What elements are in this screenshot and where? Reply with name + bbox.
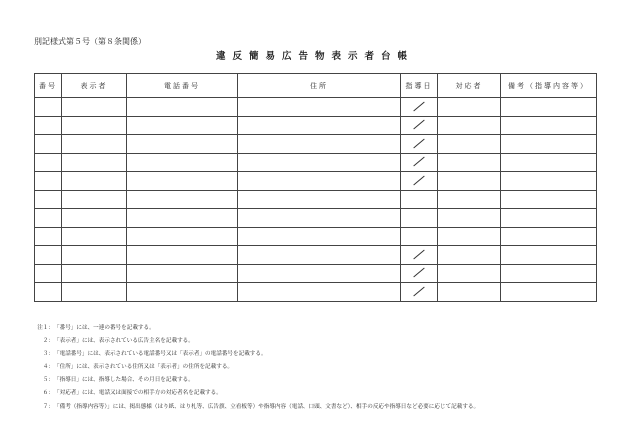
phone-cell[interactable] bbox=[127, 264, 238, 283]
number-cell[interactable] bbox=[35, 209, 62, 228]
displayer-cell[interactable] bbox=[62, 135, 127, 154]
guidance-date-cell[interactable] bbox=[401, 190, 438, 209]
note-text: 「番号」には、一連の番号を記載する。 bbox=[54, 325, 155, 331]
phone-cell[interactable] bbox=[127, 135, 238, 154]
remarks-cell[interactable] bbox=[501, 209, 597, 228]
number-cell[interactable] bbox=[35, 283, 62, 302]
remarks-cell[interactable] bbox=[501, 264, 597, 283]
date-slash bbox=[413, 175, 424, 185]
column-header-remarks: 備考（指導内容等） bbox=[501, 74, 597, 98]
note-text: 「備考（指導内容等）」には、掲出態様（はり紙、はり札等、広告旗、立看板等）や指導内容（電話、口頭、文書など）、相手の反応や指導日など必要に応じて記載する。 bbox=[54, 403, 480, 410]
address-cell[interactable] bbox=[238, 153, 401, 172]
address-cell[interactable] bbox=[238, 98, 401, 117]
guidance-date-cell[interactable] bbox=[401, 172, 438, 191]
phone-cell[interactable] bbox=[127, 283, 238, 302]
number-cell[interactable] bbox=[35, 264, 62, 283]
remarks-cell[interactable] bbox=[501, 283, 597, 302]
column-header-address: 住所 bbox=[238, 74, 401, 98]
phone-cell[interactable] bbox=[127, 209, 238, 228]
table-row bbox=[35, 209, 597, 228]
table-row bbox=[35, 116, 597, 135]
address-cell[interactable] bbox=[238, 264, 401, 283]
date-slash bbox=[413, 268, 424, 278]
guidance-date-cell[interactable] bbox=[401, 135, 438, 154]
phone-cell[interactable] bbox=[127, 246, 238, 265]
note-item bbox=[34, 374, 604, 387]
displayer-cell[interactable] bbox=[62, 172, 127, 191]
address-cell[interactable] bbox=[238, 209, 401, 228]
guidance-date-cell[interactable] bbox=[401, 153, 438, 172]
respondent-cell[interactable] bbox=[438, 209, 501, 228]
respondent-cell[interactable] bbox=[438, 172, 501, 191]
column-header-displayer: 表示者 bbox=[62, 74, 127, 98]
note-item bbox=[34, 401, 604, 414]
column-header-phone: 電話番号 bbox=[127, 74, 238, 98]
note-item bbox=[34, 348, 604, 361]
guidance-date-cell[interactable] bbox=[401, 116, 438, 135]
address-cell[interactable] bbox=[238, 246, 401, 265]
remarks-cell[interactable] bbox=[501, 153, 597, 172]
remarks-cell[interactable] bbox=[501, 227, 597, 246]
displayer-cell[interactable] bbox=[62, 190, 127, 209]
address-cell[interactable] bbox=[238, 135, 401, 154]
remarks-cell[interactable] bbox=[501, 135, 597, 154]
phone-cell[interactable] bbox=[127, 116, 238, 135]
notes bbox=[34, 322, 604, 414]
guidance-date-cell[interactable] bbox=[401, 283, 438, 302]
remarks-cell[interactable] bbox=[501, 190, 597, 209]
phone-cell[interactable] bbox=[127, 153, 238, 172]
respondent-cell[interactable] bbox=[438, 116, 501, 135]
phone-cell[interactable] bbox=[127, 98, 238, 117]
respondent-cell[interactable] bbox=[438, 246, 501, 265]
note-item bbox=[34, 361, 604, 374]
note-number: ５： bbox=[42, 377, 54, 384]
number-cell[interactable] bbox=[35, 227, 62, 246]
date-slash bbox=[413, 138, 424, 148]
ledger-title: 違反簡易広告物表示者台帳 bbox=[215, 51, 414, 62]
respondent-cell[interactable] bbox=[438, 153, 501, 172]
note-item bbox=[34, 322, 604, 335]
guidance-date-cell[interactable] bbox=[401, 246, 438, 265]
displayer-cell[interactable] bbox=[62, 116, 127, 135]
displayer-cell[interactable] bbox=[62, 98, 127, 117]
displayer-cell[interactable] bbox=[62, 246, 127, 265]
guidance-date-cell[interactable] bbox=[401, 264, 438, 283]
respondent-cell[interactable] bbox=[438, 135, 501, 154]
note-number: ２： bbox=[42, 338, 54, 345]
column-header-respondent: 対応者 bbox=[438, 74, 501, 98]
header-row bbox=[35, 74, 597, 98]
table-row bbox=[35, 153, 597, 172]
date-slash bbox=[413, 101, 424, 111]
number-cell[interactable] bbox=[35, 190, 62, 209]
phone-cell[interactable] bbox=[127, 190, 238, 209]
note-text: 「指導日」には、指導した場合、その月日を記載する。 bbox=[54, 377, 194, 384]
phone-cell[interactable] bbox=[127, 227, 238, 246]
ledger-body bbox=[35, 98, 597, 302]
table-row bbox=[35, 246, 597, 265]
note-number: ６： bbox=[42, 390, 54, 397]
form-number: 別記様式第５号（第８条関係） bbox=[34, 37, 146, 46]
note-text: 「表示者」には、表示されている広告主名を記載する。 bbox=[54, 338, 194, 345]
number-cell[interactable] bbox=[35, 246, 62, 265]
address-cell[interactable] bbox=[238, 116, 401, 135]
note-text: 「電話番号」には、表示されている電話番号又は「表示者」の電話番号を記載する。 bbox=[54, 351, 267, 358]
respondent-cell[interactable] bbox=[438, 190, 501, 209]
table-row bbox=[35, 172, 597, 191]
displayer-cell[interactable] bbox=[62, 283, 127, 302]
note-number: 注１： bbox=[37, 325, 54, 331]
table-row bbox=[35, 98, 597, 117]
displayer-cell[interactable] bbox=[62, 264, 127, 283]
table-row bbox=[35, 227, 597, 246]
displayer-cell[interactable] bbox=[62, 209, 127, 228]
guidance-date-cell[interactable] bbox=[401, 209, 438, 228]
remarks-cell[interactable] bbox=[501, 116, 597, 135]
respondent-cell[interactable] bbox=[438, 98, 501, 117]
respondent-cell[interactable] bbox=[438, 264, 501, 283]
column-header-guidance-date: 指導日 bbox=[401, 74, 438, 98]
remarks-cell[interactable] bbox=[501, 172, 597, 191]
table-row bbox=[35, 264, 597, 283]
number-cell[interactable] bbox=[35, 116, 62, 135]
phone-cell[interactable] bbox=[127, 172, 238, 191]
address-cell[interactable] bbox=[238, 283, 401, 302]
remarks-cell[interactable] bbox=[501, 246, 597, 265]
column-header-number: 番号 bbox=[35, 74, 62, 98]
address-cell[interactable] bbox=[238, 190, 401, 209]
respondent-cell[interactable] bbox=[438, 227, 501, 246]
guidance-date-cell[interactable] bbox=[401, 98, 438, 117]
address-cell[interactable] bbox=[238, 227, 401, 246]
note-text: 「住所」には、表示されている住所又は「表示者」の住所を記載する。 bbox=[54, 364, 234, 371]
displayer-cell[interactable] bbox=[62, 153, 127, 172]
table-row bbox=[35, 190, 597, 209]
address-cell[interactable] bbox=[238, 172, 401, 191]
number-cell[interactable] bbox=[35, 135, 62, 154]
respondent-cell[interactable] bbox=[438, 283, 501, 302]
remarks-cell[interactable] bbox=[501, 98, 597, 117]
note-item bbox=[34, 387, 604, 400]
note-number: ７： bbox=[42, 403, 54, 410]
number-cell[interactable] bbox=[35, 153, 62, 172]
number-cell[interactable] bbox=[35, 98, 62, 117]
date-slash bbox=[413, 249, 424, 259]
table-row bbox=[35, 283, 597, 302]
note-number: ３： bbox=[42, 351, 54, 358]
number-cell[interactable] bbox=[35, 172, 62, 191]
note-text: 「対応者」には、電話又は面接での相手方の対応者名を記載する。 bbox=[54, 390, 222, 397]
table-row bbox=[35, 135, 597, 154]
date-slash bbox=[413, 120, 424, 130]
displayer-cell[interactable] bbox=[62, 227, 127, 246]
note-number: ４： bbox=[42, 364, 54, 371]
ledger-table bbox=[34, 73, 597, 302]
guidance-date-cell[interactable] bbox=[401, 227, 438, 246]
date-slash bbox=[413, 157, 424, 167]
note-item bbox=[34, 335, 604, 348]
date-slash bbox=[413, 286, 424, 296]
